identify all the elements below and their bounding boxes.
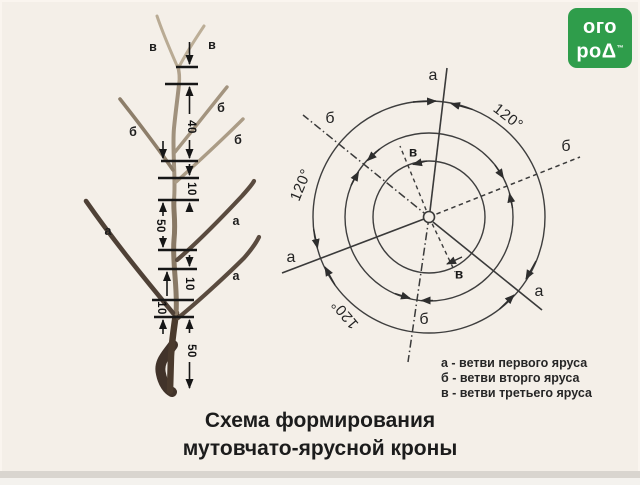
legend-item-tier3: в - ветви третьего яруса (441, 386, 592, 400)
tree-label-tier3-left: в (149, 39, 157, 54)
circle-label-tier3-upper: в (408, 144, 418, 160)
trademark-mark: ™ (616, 45, 624, 52)
bottom-strip-dark (0, 471, 640, 478)
bottom-strip-light (0, 478, 640, 485)
tier3-branch-lines (400, 146, 455, 272)
circle-label-tier1-left: а (286, 249, 296, 266)
tree-label-tier1-right-upper: а (232, 213, 240, 228)
logo-line1: ого (583, 16, 617, 38)
angle-label-left: 120° (286, 166, 316, 204)
caption-line1: Схема формирования (204, 409, 436, 432)
dim-50-bottom: 50 (184, 344, 197, 358)
circle-label-tier2-bottom: б (419, 311, 429, 328)
dim-10-upper: 10 (184, 182, 197, 196)
tree-label-tier2-right-lower: б (234, 132, 242, 147)
caption-line2: мутовчато-ярусной кроны (182, 437, 458, 460)
dim-10-right: 10 (182, 277, 195, 291)
trunk-lower (170, 313, 176, 391)
legend-item-tier1: а - ветви первого яруса (441, 356, 588, 370)
tree-label-tier1-left: а (104, 223, 112, 238)
circle-label-tier3-lower: в (454, 266, 464, 282)
logo-line2: роΔ™ (576, 40, 624, 63)
tree-label-tier3-right: в (208, 37, 216, 52)
dim-40: 40 (184, 120, 197, 134)
tree-label-tier1-right-lower: а (232, 268, 240, 283)
branch-tier2-left (120, 99, 173, 170)
circle-label-tier1-top: а (428, 67, 438, 84)
circle-label-tier1-right: а (534, 283, 544, 300)
tree-label-tier2-left: б (129, 124, 137, 139)
trunk-center-dot (424, 212, 435, 223)
legend-item-tier2: б - ветви вторго яруса (441, 371, 580, 385)
circle-label-tier2-upper-left: б (325, 110, 335, 127)
angle-label-top-right: 120° (489, 100, 527, 134)
branch-tier3-left (157, 16, 178, 68)
caption-title (150, 407, 490, 463)
dim-10-left: 10 (154, 301, 167, 315)
legend (441, 356, 592, 401)
branch-tier3-right (179, 26, 204, 67)
circle-label-tier2-right: б (561, 138, 571, 155)
trunk-middle (174, 200, 177, 313)
angle-label-bottom-left: 120° (327, 295, 363, 333)
branch-tier1-left (86, 201, 173, 313)
ogorod-logo (568, 8, 632, 68)
tree-label-tier2-right-upper: б (217, 100, 225, 115)
sapling-side-view (86, 16, 259, 392)
dim-50-left: 50 (153, 219, 166, 233)
